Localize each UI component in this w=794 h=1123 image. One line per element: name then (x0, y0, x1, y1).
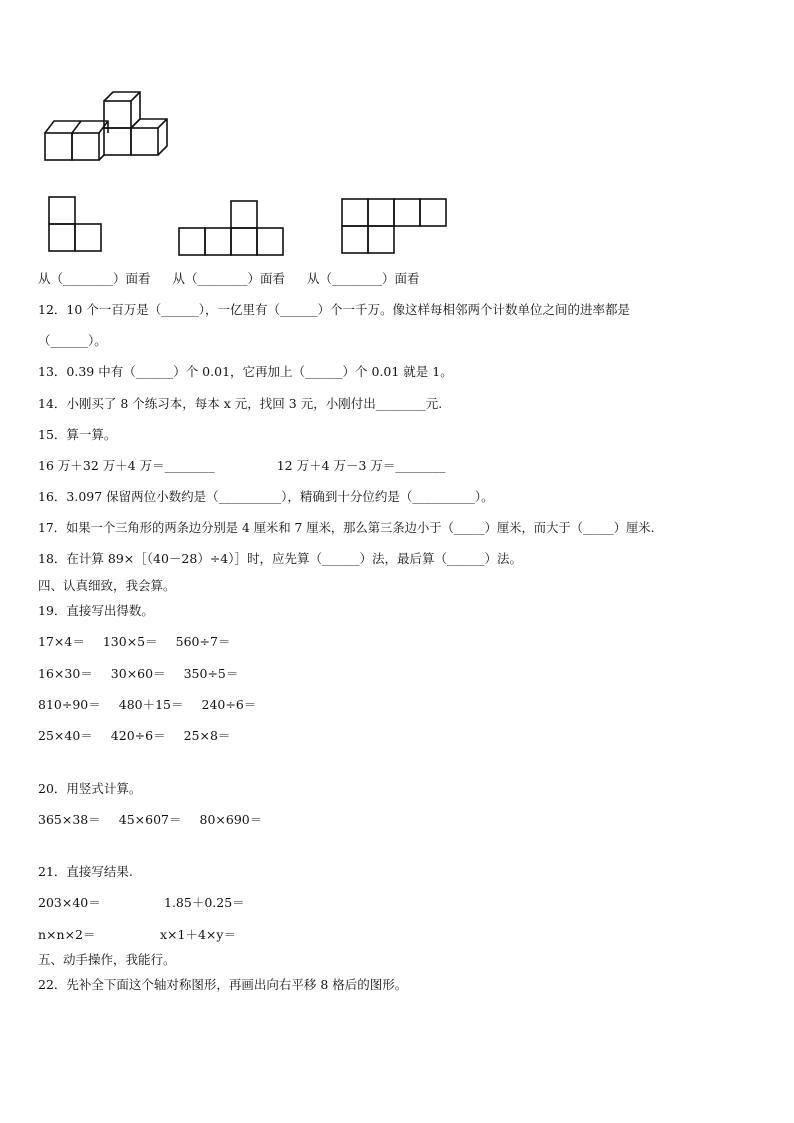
question-14: 14．小刚买了 8 个练习本，每本 x 元，找回 3 元，小刚付出________元. (38, 396, 443, 411)
q19-item: 30×60＝ (110, 666, 166, 681)
q20-item: 45×607＝ (118, 812, 182, 827)
question-17: 17．如果一个三角形的两条边分别是 4 厘米和 7 厘米，那么第三条边小于（_____）厘米，而大于（_____）厘米. (38, 521, 655, 535)
q21-item: 1.85＋0.25＝ (164, 895, 245, 910)
view-label-3: 从（________）面看 (307, 271, 420, 286)
question-19-row (38, 728, 230, 744)
question-21-row (38, 927, 236, 943)
q19-item: 16×30＝ (38, 666, 93, 681)
question-22: 22．先补全下面这个轴对称图形，再画出向右平移 8 格后的图形。 (38, 977, 408, 992)
q19-item: 480＋15＝ (118, 697, 184, 712)
section-4-heading: 四、认真细致，我会算。 (38, 578, 176, 593)
question-21-title: 21．直接写结果. (38, 864, 133, 879)
question-18: 18．在计算 89×［（40－28）÷4）］时，应先算（______）法，最后算（______）法。 (38, 551, 522, 566)
view-figure-2 (176, 199, 286, 257)
question-15-b: 12 万＋4 万－3 万＝________ (276, 458, 446, 473)
question-12-line-1: 12．10 个一百万是（______），一亿里有（______）个一千万。像这样每相邻两个计数单位之间的进率都是 (38, 302, 631, 317)
view-labels-row (38, 271, 420, 287)
q19-item: 17×4＝ (38, 634, 85, 649)
section-5-heading: 五、动手操作，我能行。 (38, 952, 176, 967)
q19-item: 25×8＝ (183, 728, 231, 743)
view-figure-1 (46, 194, 106, 254)
question-19-title: 19．直接写出得数。 (38, 603, 154, 618)
question-19-row (38, 634, 230, 650)
view-label-2: 从（________）面看 (172, 271, 286, 286)
question-19-row (38, 697, 256, 713)
view-figure-3 (339, 197, 449, 255)
question-16: 16．3.097 保留两位小数约是（__________），精确到十分位约是（__________）。 (38, 489, 494, 504)
q19-item: 25×40＝ (38, 728, 93, 743)
question-15-title: 15．算一算。 (38, 427, 117, 442)
question-20-title: 20．用竖式计算。 (38, 781, 142, 796)
view-label-1: 从（________）面看 (38, 271, 151, 286)
q19-item: 130×5＝ (102, 634, 158, 649)
question-13: 13．0.39 中有（______）个 0.01，它再加上（______）个 0.01 就是 1。 (38, 364, 453, 379)
question-21-row (38, 895, 245, 911)
question-12-line-2: （______）。 (38, 333, 107, 348)
q19-item: 240÷6＝ (201, 697, 257, 712)
q21-item: 203×40＝ (38, 895, 101, 910)
question-15-a: 16 万＋32 万＋4 万＝________ (38, 458, 215, 473)
question-19-row (38, 666, 238, 682)
q20-item: 365×38＝ (38, 812, 101, 827)
question-20-items (38, 812, 262, 828)
question-15-items (38, 458, 445, 474)
q19-item: 350÷5＝ (183, 666, 239, 681)
q19-item: 420÷6＝ (110, 728, 166, 743)
q19-item: 560÷7＝ (175, 634, 231, 649)
q20-item: 80×690＝ (199, 812, 263, 827)
q21-item: n×n×2＝ (38, 927, 96, 942)
q21-item: x×1＋4×y＝ (160, 927, 236, 942)
cube-stack-figure (40, 90, 170, 165)
q19-item: 810÷90＝ (38, 697, 101, 712)
